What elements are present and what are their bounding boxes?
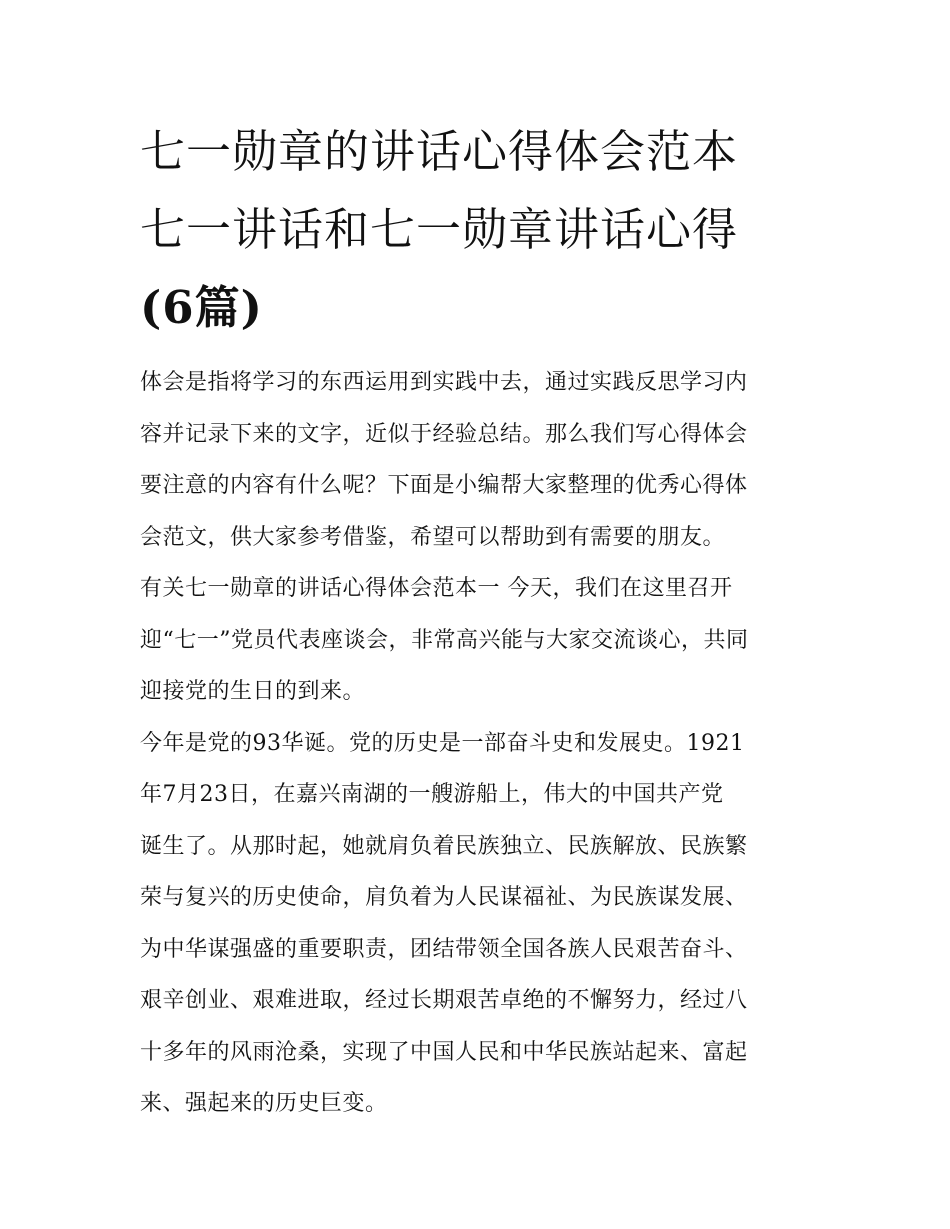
document-title <box>140 113 830 347</box>
text-line: 今年是党的93华诞。党的历史是一部奋斗史和发展史。1921 <box>140 730 745 756</box>
text-line: 艰辛创业、艰难进取，经过长期艰苦卓绝的不懈努力，经过八 <box>140 988 748 1013</box>
title-line: 七一勋章的讲话心得体会范本 <box>140 125 739 178</box>
text-line: 十多年的风雨沧桑，实现了中国人民和中华民族站起来、富起 <box>140 1039 748 1065</box>
title-line: (6篇) <box>140 281 263 334</box>
intro-paragraph <box>140 357 830 563</box>
text-line: 容并记录下来的文字，近似于经验总结。那么我们写心得体会 <box>140 421 748 447</box>
text-line: 迎“七一”党员代表座谈会，非常高兴能与大家交流谈心，共同 <box>140 627 749 653</box>
text-line: 诞生了。从那时起，她就肩负着民族独立、民族解放、民族繁 <box>140 833 748 859</box>
text-line: 要注意的内容有什么呢？下面是小编帮大家整理的优秀心得体 <box>140 473 748 498</box>
text-line: 会范文，供大家参考借鉴，希望可以帮助到有需要的朋友。 <box>140 524 726 550</box>
text-line: 来、强起来的历史巨变。 <box>140 1091 388 1116</box>
text-line: 体会是指将学习的东西运用到实践中去，通过实践反思学习内 <box>140 370 748 395</box>
section-one-paragraph <box>140 563 830 718</box>
text-line: 年7月23日，在嘉兴南湖的一艘游船上，伟大的中国共产党 <box>140 782 724 807</box>
text-line: 荣与复兴的历史使命，肩负着为人民谋福祉、为民族谋发展、 <box>140 885 748 910</box>
text-line: 为中华谋强盛的重要职责，团结带领全国各族人民艰苦奋斗、 <box>140 936 748 962</box>
document-body <box>140 357 830 1130</box>
text-line: 迎接党的生日的到来。 <box>140 679 366 704</box>
history-paragraph <box>140 718 830 1130</box>
text-line: 有关七一勋章的讲话心得体会范本一 今天，我们在这里召开 <box>140 576 733 601</box>
title-line: 七一讲话和七一勋章讲话心得 <box>140 203 739 256</box>
